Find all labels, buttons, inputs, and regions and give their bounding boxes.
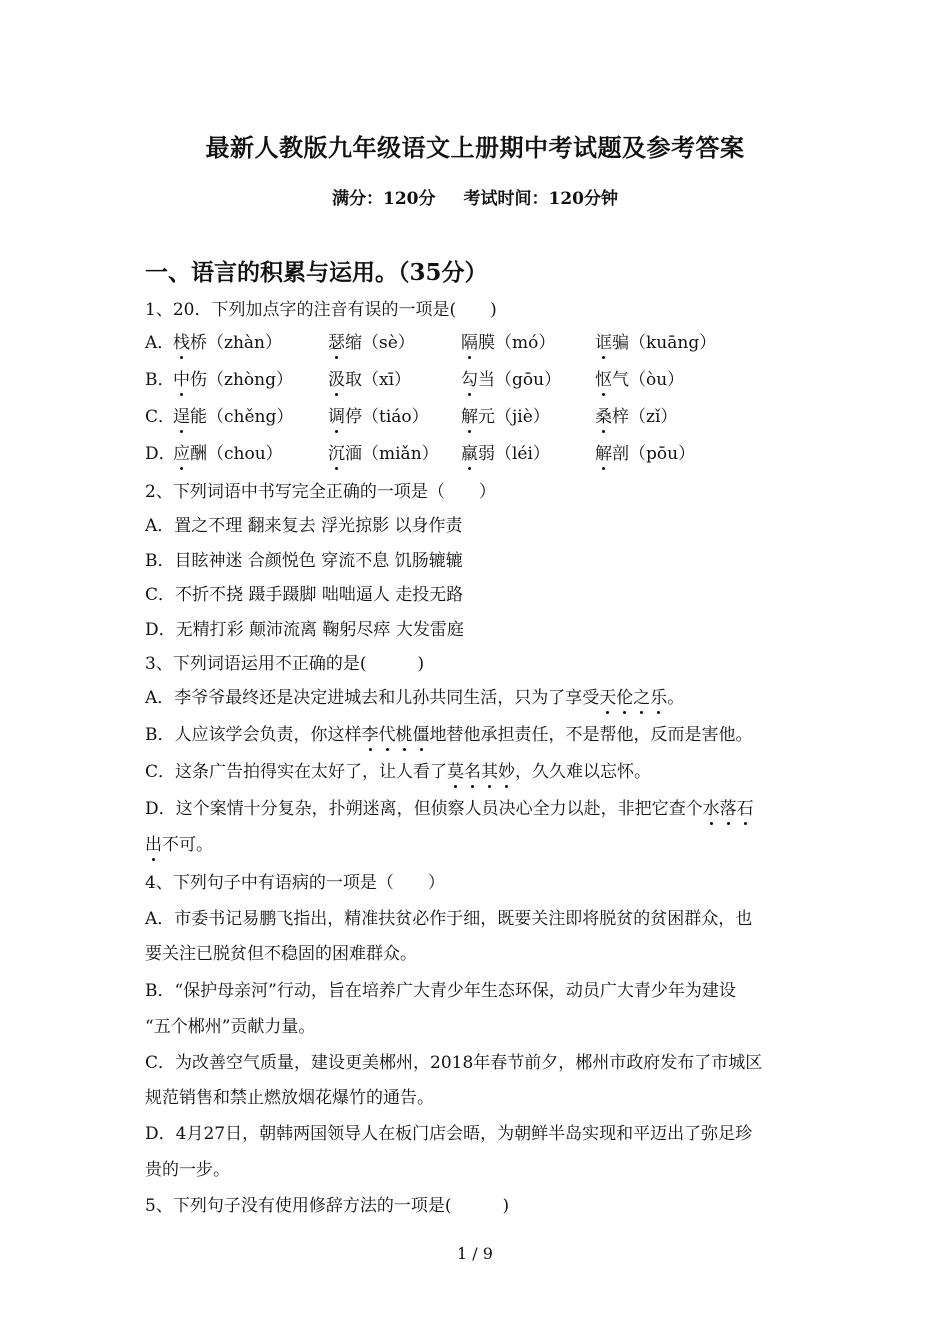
- emphasis-char: 天: [599, 683, 616, 708]
- emphasis-char: 莫: [447, 757, 464, 782]
- emphasis-char: 汲: [328, 365, 345, 390]
- emphasis-char: 乐: [650, 683, 667, 708]
- option-label: A．: [145, 333, 175, 353]
- pinyin-text: 伤（zhòng）: [190, 370, 293, 390]
- option-text: C．这条广告拍得实在太好了，让人看了: [145, 762, 448, 782]
- exam-time: 考试时间：120分钟: [463, 189, 618, 209]
- emphasis-char: 出: [145, 830, 162, 855]
- pinyin-text: 气（òu）: [612, 370, 685, 390]
- dotted-phrase: [362, 725, 430, 745]
- emphasis-char: 解: [461, 402, 478, 427]
- emphasis-char: 之: [633, 683, 650, 708]
- pinyin-item: [595, 402, 677, 427]
- question-4-option-a: A．市委书记易鹏飞指出，精准扶贫必作于细，既要关注即将脱贫的贫困群众，也: [145, 909, 753, 929]
- pinyin-text: 当（gōu）: [478, 370, 562, 390]
- emphasis-char: 僵: [413, 720, 430, 745]
- question-1-stem: 1、20．下列加点字的注音有误的一项是( ): [145, 300, 497, 320]
- emphasis-char: 名: [464, 757, 481, 782]
- dotted-phrase: [599, 688, 667, 708]
- pinyin-item: [328, 328, 415, 353]
- pinyin-item: [328, 365, 411, 390]
- emphasis-char: 羸: [461, 439, 478, 464]
- question-3-option-c: [145, 757, 651, 782]
- emphasis-char: 桃: [396, 720, 413, 745]
- emphasis-char: 栈: [173, 328, 190, 353]
- emphasis-char: 诓: [595, 328, 612, 353]
- emphasis-char: 中: [173, 365, 190, 390]
- emphasis-char: 代: [379, 720, 396, 745]
- emphasis-char: 调: [328, 402, 345, 427]
- option-label: D．: [145, 444, 176, 464]
- emphasis-char: 伦: [616, 683, 633, 708]
- document-title: 最新人教版九年级语文上册期中考试题及参考答案: [205, 133, 745, 162]
- option-text-end: 。: [667, 688, 685, 708]
- pinyin-item: [595, 365, 684, 390]
- pinyin-item: [328, 402, 429, 427]
- question-4-option-d-cont: 贵的一步。: [145, 1160, 230, 1180]
- emphasis-char: 逞: [173, 402, 190, 427]
- question-2-option-a: A．置之不理 翻来复去 浮光掠影 以身作责: [145, 516, 463, 536]
- question-3-option-d-cont: [145, 830, 213, 855]
- dotted-phrase: [703, 799, 754, 819]
- pinyin-item: [173, 328, 282, 353]
- question-3-option-b: [145, 720, 753, 745]
- emphasis-char: 石: [737, 794, 754, 819]
- option-label: B．: [145, 370, 175, 390]
- option-text-end: ，久久难以忘怀。: [515, 762, 652, 782]
- question-2-option-b: B．目眩神迷 合颜悦色 穿流不息 饥肠辘辘: [145, 551, 463, 571]
- emphasis-char: 瑟: [328, 328, 345, 353]
- option-text: D．这个案情十分复杂，扑朔迷离，但侦察人员决心全力以赴，非把它查个: [145, 799, 703, 819]
- emphasis-char: 沉: [328, 439, 345, 464]
- question-4-option-b-cont: “五个郴州”贡献力量。: [145, 1017, 316, 1037]
- pinyin-item: [328, 439, 439, 464]
- question-3-option-a: [145, 683, 684, 708]
- pinyin-text: 梓（zǐ）: [612, 407, 678, 427]
- pinyin-text: 取（xī）: [345, 370, 412, 390]
- emphasis-char: 勾: [461, 365, 478, 390]
- question-4-option-d: D．4月27日，朝韩两国领导人在板门店会晤，为朝鲜半岛实现和平迈出了弥足珍: [145, 1124, 753, 1144]
- pinyin-item: [173, 402, 293, 427]
- question-5-stem: 5、下列句子没有使用修辞方法的一项是( ): [145, 1196, 510, 1216]
- pinyin-text: 骗（kuāng）: [612, 333, 717, 353]
- page-number: 1 / 9: [457, 1244, 493, 1263]
- emphasis-char: 李: [362, 720, 379, 745]
- emphasis-char: 其: [481, 757, 498, 782]
- pinyin-text: 酬（chou）: [190, 444, 283, 464]
- emphasis-char: 应: [173, 439, 190, 464]
- emphasis-char: 桑: [595, 402, 612, 427]
- pinyin-text: 弱（léi）: [478, 444, 550, 464]
- question-3-stem: 3、下列词语运用不正确的是( ): [145, 654, 425, 674]
- question-4-option-a-cont: 要关注已脱贫但不稳固的困难群众。: [145, 944, 417, 964]
- pinyin-item: [461, 402, 550, 427]
- pinyin-text: 元（jiè）: [478, 407, 550, 427]
- pinyin-text: 桥（zhàn）: [190, 333, 282, 353]
- emphasis-char: 隔: [461, 328, 478, 353]
- pinyin-item: [461, 328, 555, 353]
- question-4-option-c: C．为改善空气质量，建设更美郴州，2018年春节前夕，郴州市政府发布了市城区: [145, 1053, 763, 1073]
- question-4-option-b: B．“保护母亲河”行动，旨在培养广大青少年生态环保，动员广大青少年为建设: [145, 981, 736, 1001]
- dotted-phrase: [145, 835, 162, 855]
- pinyin-text: 缩（sè）: [345, 333, 415, 353]
- pinyin-text: 停（tiáo）: [345, 407, 429, 427]
- pinyin-text: 剖（pōu）: [612, 444, 696, 464]
- pinyin-item: [173, 365, 293, 390]
- emphasis-char: 落: [720, 794, 737, 819]
- question-4-stem: 4、下列句子中有语病的一项是（ ）: [145, 873, 445, 893]
- option-text-end: 地替他承担责任，不是帮他，反而是害他。: [429, 725, 753, 745]
- pinyin-item: [173, 439, 283, 464]
- exam-info: [0, 184, 950, 209]
- question-3-option-d: [145, 794, 754, 819]
- question-4-option-c-cont: 规范销售和禁止燃放烟花爆竹的通告。: [145, 1088, 434, 1108]
- pinyin-text: 湎（miǎn）: [345, 444, 439, 464]
- option-text: B．人应该学会负责，你这样: [145, 725, 362, 745]
- pinyin-text: 能（chěng）: [190, 407, 294, 427]
- option-text-end: 不可。: [162, 835, 213, 855]
- question-2-stem: 2、下列词语中书写完全正确的一项是（ ）: [145, 482, 496, 502]
- pinyin-item: [595, 328, 716, 353]
- question-2-option-d: D．无精打彩 颠沛流离 鞠躬尽瘁 大发雷庭: [145, 620, 464, 640]
- pinyin-item: [461, 365, 561, 390]
- question-2-option-c: C．不折不挠 蹑手蹑脚 咄咄逼人 走投无路: [145, 585, 464, 605]
- emphasis-char: 怄: [595, 365, 612, 390]
- emphasis-char: 妙: [498, 757, 515, 782]
- option-text: A．李爷爷最终还是决定进城去和儿孙共同生活，只为了享受: [145, 688, 600, 708]
- emphasis-char: 水: [703, 794, 720, 819]
- pinyin-text: 膜（mó）: [478, 333, 556, 353]
- section-heading: 一、语言的积累与运用。（35分）: [145, 259, 488, 286]
- dotted-phrase: [447, 762, 515, 782]
- option-label: C．: [145, 407, 176, 427]
- emphasis-char: 解: [595, 439, 612, 464]
- pinyin-item: [461, 439, 550, 464]
- pinyin-item: [595, 439, 695, 464]
- full-score: 满分：120分: [332, 189, 436, 209]
